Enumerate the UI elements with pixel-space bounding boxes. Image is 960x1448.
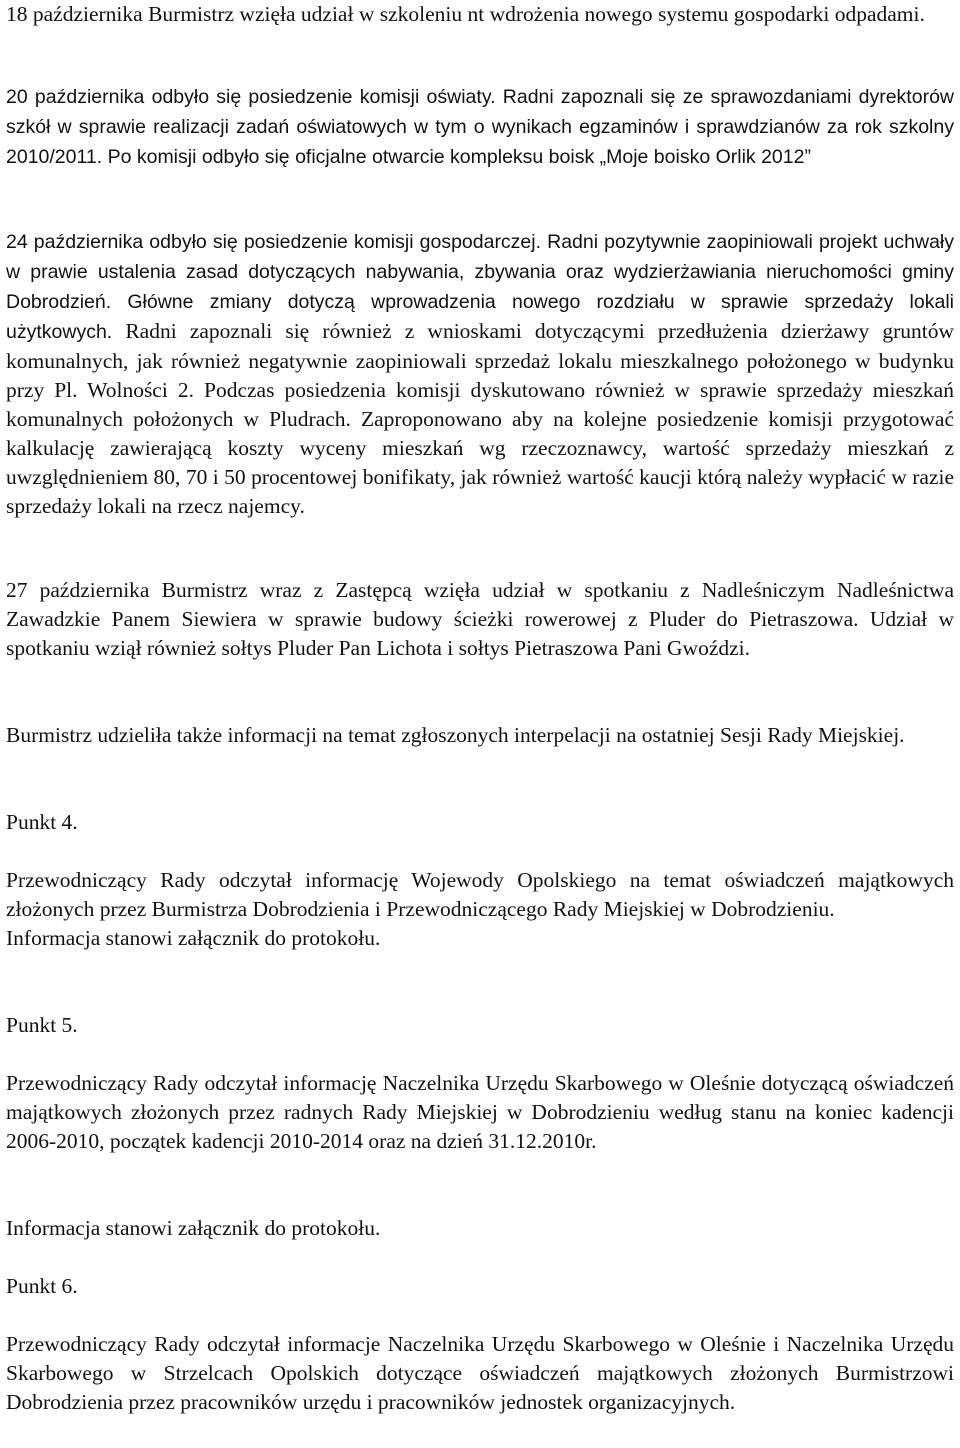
paragraph-text-sans: Po komisji odbyło się oficjalne otwarcie kompleksu boisk „Moje boisko Orlik 2012” (102, 146, 811, 168)
paragraph-text: Zaproponowano aby na kolejne posiedzenie komisji przygotować kalkulację zawierającą koszty wyceny mieszkań wg rzeczoznawcy, wartość sprzedaży mieszkań z uwzględnieniem 80, 70 i 50 procentowej bonifikaty, jak również wartość kaucji którą należy wypłacić w razie sprzedaży lokali na rzecz najemcy. (6, 407, 954, 518)
paragraph-text: Informacja stanowi załącznik do protokołu. (6, 1216, 381, 1240)
paragraph-text: Podczas posiedzenia komisji dyskutowano również w sprawie sprzedaży mieszkań komunalnych położonych w Pludrach. (6, 378, 954, 431)
paragraph-forestry-meeting (6, 576, 954, 663)
paragraph-text-sans: Radni zapoznali się ze sprawozdaniami dyrektorów szkół w sprawie realizacji zadań oświatowych w tym o wynikach egzaminów i sprawdzianów za rok szkolny 2010/2011. (6, 86, 954, 168)
paragraph-text: Informacja stanowi załącznik do protokołu. (6, 926, 381, 950)
paragraph-text-sans: 20 października odbyło się posiedzenie komisji oświaty. (6, 86, 496, 108)
paragraph-text-sans: Radni pozytywnie zaopiniowali projekt uchwały w prawie ustalenia zasad dotyczących nabywania, zbywania oraz wydzierżawiania nieruchomości gminy Dobrodzień. (6, 231, 955, 313)
paragraph-waste-training (6, 0, 954, 29)
paragraph-text: Przewodniczący Rady odczytał informacje Naczelnika Urzędu Skarbowego w Oleśnie i Naczelnika Urzędu Skarbowego w Strzelcach Opolskich dotyczące oświadczeń majątkowych złożonych Burmistrzowi Dobrodzienia przez pracowników urzędu i pracowników jednostek organizacyjnych. (6, 1332, 954, 1414)
paragraph-text: Radni zapoznali się również z wnioskami dotyczącymi przedłużenia dzierżawy gruntów komunalnych, jak również negatywnie zaopiniowali sprzedaż lokalu mieszkalnego położonego w budynku przy Pl. Wolności 2. (6, 319, 954, 402)
paragraph-text: 27 października Burmistrz wraz z Zastępcą wzięła udział w spotkaniu z Nadleśniczym Nadleśnictwa Zawadzkie Panem Siewiera w sprawie budowy ścieżki rowerowej z Pluder do Pietraszowa. Udział w spotkaniu wziął również sołtys Pluder Pan Lichota i sołtys Pietraszowa Pani Gwoździ. (6, 578, 954, 660)
paragraph-economic-committee (6, 227, 954, 521)
heading-punkt-5 (6, 1011, 954, 1040)
paragraph-tax-office-info (6, 1069, 954, 1156)
paragraph-text-sans: 24 października odbyło się posiedzenie komisji gospodarczej. (6, 231, 542, 253)
paragraph-attachment-note (6, 1214, 954, 1243)
paragraph-text: Przewodniczący Rady odczytał informację Wojewody Opolskiego na temat oświadczeń majątkowych złożonych przez Burmistrza Dobrodzienia i Przewodniczącego Rady Miejskiej w Dobrodzieniu. (6, 868, 954, 921)
section-heading: Punkt 6. (6, 1274, 78, 1298)
section-heading: Punkt 5. (6, 1013, 78, 1037)
paragraph-interpellations (6, 721, 954, 750)
paragraph-text: Przewodniczący Rady odczytał informację Naczelnika Urzędu Skarbowego w Oleśnie dotyczącą oświadczeń majątkowych złożonych przez radnych Rady Miejskiej w Dobrodzieniu według stanu na koniec kadencji 2006-2010, początek kadencji 2010-2014 oraz na dzień 31.12.2010r. (6, 1071, 954, 1153)
heading-punkt-4 (6, 808, 954, 837)
paragraph-tax-office-employees (6, 1330, 954, 1417)
section-heading: Punkt 4. (6, 810, 78, 834)
paragraph-voivode-info (6, 866, 954, 953)
paragraph-text: 18 października Burmistrz wzięła udział w szkoleniu nt wdrożenia nowego systemu gospodarki odpadami. (6, 2, 925, 26)
paragraph-text: Burmistrz udzieliła także informacji na temat zgłoszonych interpelacji na ostatniej Sesji Rady Miejskiej. (6, 723, 905, 747)
paragraph-education-committee (6, 82, 954, 172)
heading-punkt-6 (6, 1272, 954, 1301)
paragraph-text-sans: Główne zmiany dotyczą wprowadzenia nowego rozdziału w sprawie sprzedaży lokali użytkowych. (6, 291, 954, 343)
